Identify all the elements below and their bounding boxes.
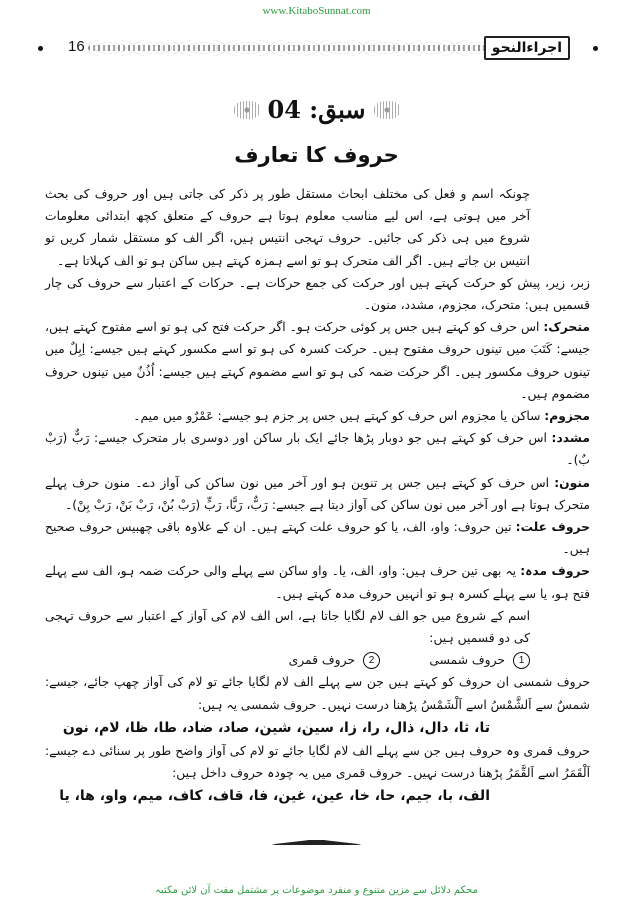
paragraph-shamsi: حروف شمسی ان حروف کو کہتے ہیں جن سے پہلے الف لام لگایا جائے تو لام کی آواز چھپ جائے، جیسے: شمسٌ سے اَلشَّمْسُ اسے اَلْشَمْسُ پڑھنا درست نہیں۔ حروف شمسی یہ ہیں: <box>45 675 590 712</box>
lesson-body <box>45 183 590 808</box>
definition-munawwan: اس حرف کو کہتے ہیں جس پر تنوین ہو اور آخر میں نون ساکن کی آواز دے۔ منون حرف پہلے متحرک ہوتا ہے اور آخر میں نون ساکن کی آواز دیتا ہے جیسے: رَبٌّ، رَبًّا، رَبٍّ (رَبْ بُنْ، رَبْ بَنْ، رَبْ بِنْ)۔ <box>45 475 590 512</box>
term-mutaharrik: متحرک: <box>543 320 590 335</box>
end-ornament <box>0 835 633 854</box>
definition-illat: تین حروف: واو، الف، یا کو حروف علت کہتے ہیں۔ ان کے علاوہ باقی چھبیس حروف صحیح ہیں۔ <box>45 520 590 557</box>
term-mushaddad: مشدد: <box>551 431 590 446</box>
lesson-label: سبق: 04 <box>267 95 366 124</box>
ornament-dot-icon <box>593 46 598 51</box>
topic-title: حروف کا تعارف <box>234 143 399 167</box>
paragraph-mushaddad <box>45 427 590 471</box>
definition-mutaharrik: اس حرف کو کہتے ہیں جس پر کوئی حرکت ہو۔ اگر حرکت فتح کی ہو تو اسے مفتوح کہتے ہیں، جیسے: کَتَبَ میں تینوں حروف مفتوح ہیں۔ حرکت کسرہ کی ہو تو اسے مکسور کہتے ہیں جیسے: اِبِلٌ میں تینوں حروف مکسور ہیں۔ اگر حرکت ضمہ کی ہو تو اسے مضموم کہتے ہیں جیسے: اُذُنٌ میں تینوں حروف مضموم ہیں۔ <box>45 320 590 401</box>
watermark-url: www.KitaboSunnat.com <box>262 5 371 17</box>
definition-majzoom: ساکن یا مجزوم اس حرف کو کہتے ہیں جس پر جزم ہو جیسے: عَمْرٌو میں میم۔ <box>133 409 541 424</box>
number-circle-icon: 1 <box>513 652 530 669</box>
definition-maddah: یہ بھی تین حرف ہیں: واو، الف، یا۔ واو ساکن سے پہلے والی حرکت ضمہ ہو، الف سے پہلے فتح ہو، یا سے پہلے کسرہ ہو تو انہیں حروف مدہ کہتے ہیں۔ <box>45 564 590 601</box>
ornament-dot-icon <box>38 46 43 51</box>
footer-tagline: محکم دلائل سے مزین متنوع و منفرد موضوعات پر مشتمل مفت آن لائن مکتبہ <box>155 885 478 896</box>
letter-type-label: حروف شمسی <box>429 653 505 668</box>
qamari-letters: الف، با، جیم، حا، خا، عین، غین، فا، قاف، کاف، میم، واو، ھا، یا <box>59 788 490 805</box>
flourish-icon <box>374 101 400 119</box>
lesson-heading <box>0 95 633 124</box>
paragraph-maddah <box>45 560 590 604</box>
end-flourish-icon <box>272 836 362 850</box>
shamsi-letters: تا، ثا، دال، ذال، را، زا، سین، شین، صاد، ضاد، طا، ظا، لام، نون <box>62 719 490 736</box>
header-ornament-border <box>88 45 488 51</box>
term-illat: حروف علت: <box>515 520 590 535</box>
book-title: اجراءالنحو <box>484 36 570 60</box>
term-maddah: حروف مدہ: <box>520 564 590 579</box>
paragraph-qamari: حروف قمری وہ حروف ہیں جن سے پہلے الف لام لگایا جائے تو لام کی آواز واضح طور پر سنائی دے جیسے: اَلْقَمَرُ اسے اَلقَّمَرُ پڑھنا درست نہیں۔ حروف قمری میں یہ چودہ حروف داخل ہیں: <box>45 743 590 781</box>
paragraph-alif-lam: اسم کے شروع میں جو الف لام لگایا جاتا ہے، اس الف لام کی آواز کے اعتبار سے حروف تہجی کی دو قسمیں ہیں: <box>45 608 530 646</box>
definition-mushaddad: اس حرف کو کہتے ہیں جو دوبار پڑھا جائے ایک بار ساکن اور دوسری بار متحرک جیسے: رَبٌّ (رَبْ بٌ)۔ <box>45 431 590 468</box>
paragraph-harakat: زبر، زیر، پیش کو حرکت کہتے ہیں اور حرکت کی جمع حرکات ہے۔ حرکات کے اعتبار سے حروف کی چار قسمیں ہیں: متحرک، مجزوم، مشدد، منون۔ <box>45 275 590 313</box>
term-munawwan: منون: <box>554 475 590 490</box>
flourish-icon <box>234 101 260 119</box>
letter-type-item <box>230 649 380 671</box>
letter-type-item <box>380 649 530 671</box>
paragraph-mutaharrik <box>45 316 590 405</box>
number-circle-icon: 2 <box>363 652 380 669</box>
page-number: 16 <box>68 38 85 55</box>
page-header <box>38 36 598 60</box>
letter-types-list <box>45 649 590 671</box>
paragraph-majzoom <box>45 405 590 427</box>
letter-type-label: حروف قمری <box>288 653 355 668</box>
term-majzoom: مجزوم: <box>544 409 590 424</box>
paragraph-munawwan <box>45 472 590 516</box>
paragraph-illat <box>45 516 590 560</box>
paragraph-intro: چونکہ اسم و فعل کی مختلف ابحاث مستقل طور پر ذکر کی جاتی ہیں اور حروف کی بحث آخر میں ہوتی ہے، اس لیے مناسب معلوم ہوتا ہے حروف کے متعلق کچھ ابتدائی معلومات شروع میں ہی ذکر کی جائیں۔ حروف تہجی انتیس ہیں، اگر الف کو مستقل شمار کریں تو انتیس بن جاتے ہیں۔ اگر الف متحرک ہو تو اسے ہمزہ کہتے ہیں ساکن ہو تو الف کہلاتا ہے۔ <box>45 187 530 268</box>
